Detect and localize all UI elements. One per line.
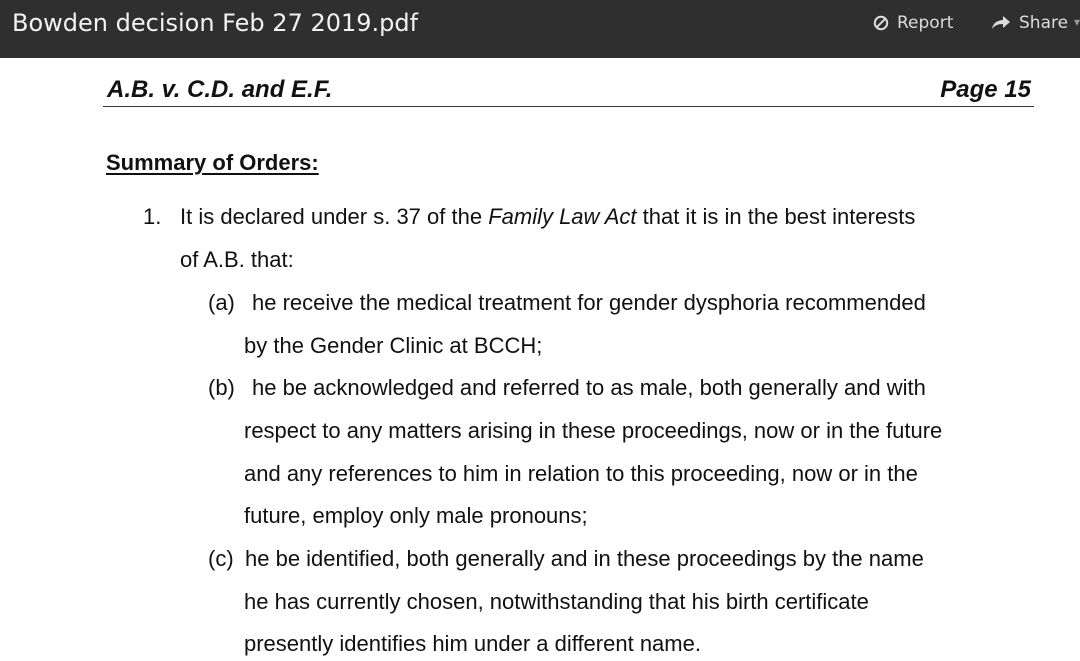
share-button[interactable] [991, 10, 1068, 36]
order-item-c-line-3: presently identifies him under a different name. [244, 631, 701, 656]
item-a-text-1: he receive the medical treatment for gender dysphoria recommended [252, 290, 926, 315]
order-item-a-line-2: by the Gender Clinic at BCCH; [244, 333, 543, 358]
item-marker-c: (c) [208, 546, 234, 571]
order-1-line-1-pre: It is declared under s. 37 of the [180, 204, 489, 229]
prohibited-circle-icon [873, 15, 889, 31]
order-item-a-line-1 [208, 288, 926, 318]
order-item-c-line-1 [208, 544, 924, 574]
item-marker-a: (a) [208, 290, 235, 315]
section-heading: Summary of Orders: [106, 150, 319, 175]
item-b-text-1: he be acknowledged and referred to as male, both generally and with [252, 375, 926, 400]
top-toolbar [0, 0, 1080, 58]
item-c-text-1: he be identified, both generally and in these proceedings by the name [245, 546, 924, 571]
pdf-page [0, 58, 1080, 661]
report-button[interactable] [873, 10, 953, 36]
order-1-line-1-post: that it is in the best interests [636, 204, 916, 229]
act-name: Family Law Act [488, 204, 637, 229]
order-item-b-line-3: and any references to him in relation to this proceeding, now or in the [244, 461, 918, 486]
order-number: 1. [143, 204, 162, 229]
order-item-b-line-2: respect to any matters arising in these proceedings, now or in the future [244, 418, 943, 443]
item-marker-b: (b) [208, 375, 235, 400]
share-arrow-icon [991, 15, 1011, 31]
order-item-b-line-4: future, employ only male pronouns; [244, 503, 588, 528]
page-number: Page 15 [940, 76, 1031, 103]
share-label: Share [1019, 13, 1069, 33]
order-item-c-line-2: he has currently chosen, notwithstanding that his birth certificate [244, 589, 869, 614]
report-label: Report [897, 13, 954, 33]
order-1-line-1 [180, 202, 915, 232]
chevron-down-icon[interactable]: ▾ [1074, 15, 1080, 29]
order-item-b-line-1 [208, 373, 926, 403]
case-name: A.B. v. C.D. and E.F. [107, 76, 333, 103]
running-header [103, 72, 1034, 107]
order-1-line-2: of A.B. that: [180, 247, 294, 272]
document-title: Bowden decision Feb 27 2019.pdf [12, 9, 419, 37]
